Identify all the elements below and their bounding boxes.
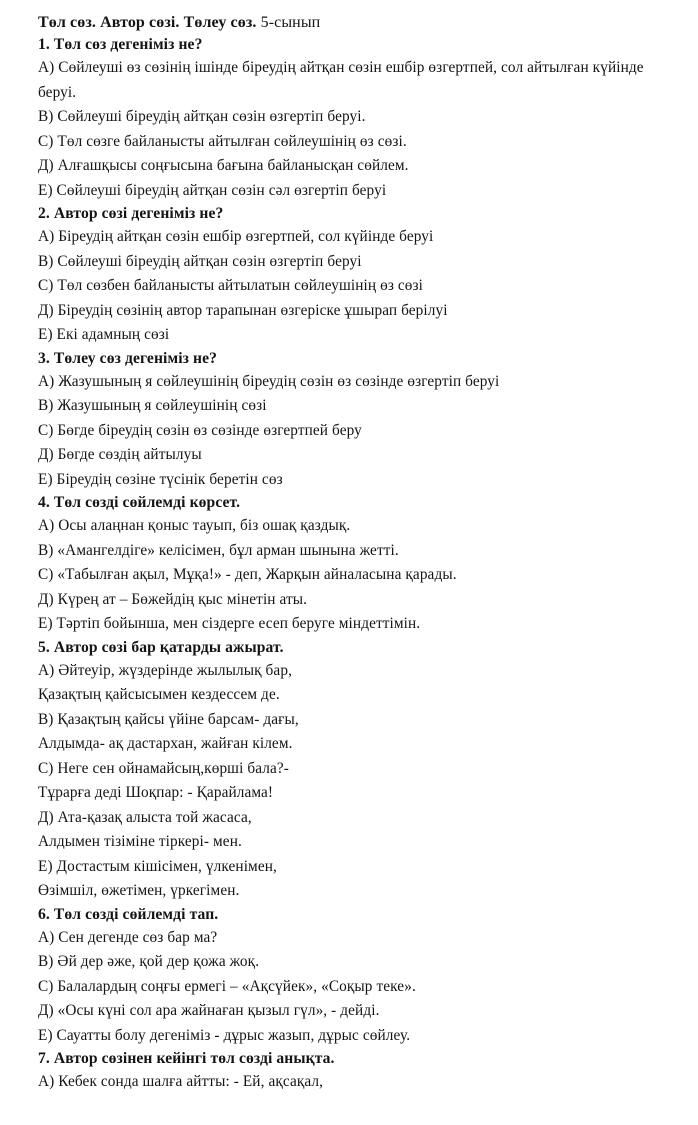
answer-option: Е) Достастым кішісімен, үлкенімен, — [38, 857, 277, 875]
answer-option: Е) Сөйлеуші біреудің айтқан сөзін сәл өзгертіп беруі — [38, 181, 387, 199]
questions-list — [38, 34, 690, 1095]
answer-option: Тұрарға деді Шоқпар: - Қарайлама! — [38, 784, 274, 801]
answer-option: С) Бөгде біреудің сөзін өз сөзінде өзгертпей беру — [38, 421, 362, 439]
answer-option: С) Неге сен ойнамайсың,көрші бала?- — [38, 759, 289, 777]
question-title: 6. Төл сөзді сөйлемді тап. — [38, 905, 219, 923]
answer-option: Алдымда- ақ дастархан, жайған кілем. — [38, 735, 293, 752]
answer-option: В) Әй дер әже, қой дер қожа жоқ. — [38, 953, 260, 970]
answer-option: А) Осы алаңнан қоныс тауып, біз ошақ қаздық. — [38, 517, 351, 534]
question-block — [38, 348, 690, 493]
answer-option: Д) Бөгде сөздің айтылуы — [38, 446, 202, 463]
answer-option: А) Жазушының я сөйлеушінің біреудің сөзін өз сөзінде өзгертіп беруі — [38, 372, 500, 390]
answer-option: Д) «Осы күні сол ара жайнаған қызыл гүл», - дейді. — [38, 1002, 380, 1019]
question-title: 3. Төлеу сөз дегеніміз не? — [38, 349, 217, 367]
answer-option: Өзімшіл, өжетімен, үркегімен. — [38, 882, 240, 899]
answer-option: Алдымен тізіміне тіркері- мен. — [38, 833, 242, 850]
question-block — [38, 637, 690, 904]
question-title: 1. Төл сөз дегеніміз не? — [38, 36, 203, 53]
answer-option: Қазақтың қайсысымен кездессем де. — [38, 686, 280, 703]
answer-option: Д) Алғашқысы соңғысына бағына байланысқан сөйлем. — [38, 157, 409, 174]
answer-option: А) Кебек сонда шалға айтты: - Ей, ақсақал, — [38, 1073, 324, 1090]
answer-option: В) «Амангелдіге» келісімен, бұл арман шынына жетті. — [38, 541, 399, 559]
answer-option: В) Қазақтың қайсы үйіне барсам- дағы, — [38, 710, 299, 728]
question-title: 4. Төл сөзді сөйлемді көрсет. — [38, 494, 241, 511]
question-block — [38, 904, 690, 1049]
answer-option: Е) Сауатты болу дегеніміз - дұрыс жазып, дұрыс сөйлеу. — [38, 1026, 411, 1044]
answer-option: В) Сөйлеуші біреудің айтқан сөзін өзгертіп беруі — [38, 252, 362, 270]
answer-option: В) Жазушының я сөйлеушінің сөзі — [38, 397, 267, 414]
answer-option: В) Сөйлеуші біреудің айтқан сөзін өзгертіп беруі. — [38, 108, 366, 125]
answer-option: А) Әйтеуір, жүздерінде жылылық бар, — [38, 661, 292, 679]
test-document — [38, 12, 690, 1095]
question-title: 7. Автор сөзінен кейінгі төл сөзді анықта. — [38, 1050, 335, 1067]
answer-option: А) Сен дегенде сөз бар ма? — [38, 928, 218, 946]
answer-option: Д) Ата-қазақ алыста той жасаса, — [38, 808, 252, 826]
answer-option: Е) Тәртіп бойынша, мен сіздерге есеп беруге міндеттімін. — [38, 615, 421, 632]
question-block — [38, 203, 690, 348]
answer-option: Е) Екі адамның сөзі — [38, 326, 170, 343]
answer-option: А) Біреудің айтқан сөзін ешбір өзгертпей, сол күйінде беруі — [38, 228, 434, 245]
answer-option: С) «Табылған ақыл, Мұқа!» - деп, Жарқын айналасына қарады. — [38, 566, 457, 583]
question-block — [38, 492, 690, 637]
question-block — [38, 1048, 690, 1095]
grade-label: 5-сынып — [260, 14, 321, 31]
answer-option: С) Төл сөзге байланысты айтылған сөйлеушінің өз сөзі. — [38, 132, 407, 150]
answer-option: С) Төл сөзбен байланысты айтылатын сөйлеушінің өз сөзі — [38, 277, 424, 294]
document-title — [38, 12, 690, 34]
title-text: Төл сөз. Автор сөзі. Төлеу сөз. — [38, 14, 257, 31]
answer-option: Д) Күрең ат – Бөжейдің қыс мінетін аты. — [38, 590, 308, 608]
answer-option: А) Сөйлеуші өз сөзінің ішінде біреудің айтқан сөзін ешбір өзгертпей, сол айтылған күйінде беруі. — [38, 59, 644, 101]
answer-option: Д) Біреудің сөзінің автор тарапынан өзгеріске ұшырап берілуі — [38, 301, 448, 319]
question-title: 2. Автор сөзі дегеніміз не? — [38, 205, 224, 222]
answer-option: Е) Біреудің сөзіне түсінік беретін сөз — [38, 470, 283, 488]
answer-option: С) Балалардың соңғы ермегі – «Ақсүйек», «Соқыр теке». — [38, 977, 416, 995]
question-title: 5. Автор сөзі бар қатарды ажырат. — [38, 638, 284, 656]
question-block — [38, 34, 690, 203]
